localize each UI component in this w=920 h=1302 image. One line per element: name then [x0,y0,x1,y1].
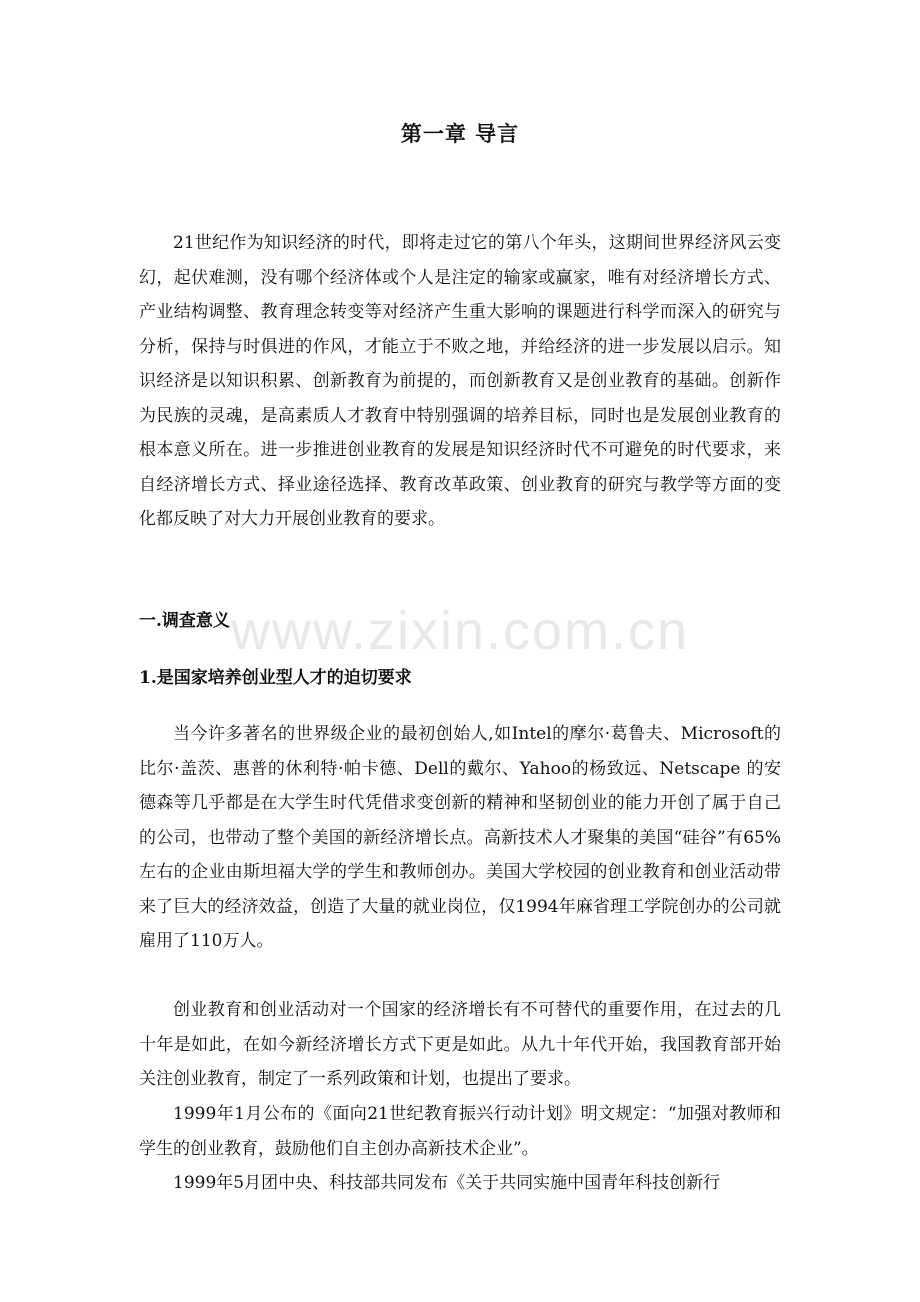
subsection-heading: 1.是国家培养创业型人才的迫切要求 [139,668,412,688]
watermark: www.zixin.com.cn [230,601,690,661]
section-heading: 一.调查意义 [139,611,230,631]
body-paragraph-1: 当今许多著名的世界级企业的最初创始人,如Intel的摩尔·葛鲁夫、Microsoft的比尔·盖茨、惠普的休利特·帕卡德、Dell的戴尔、Yahoo的杨致远、Netscape 的安德森等几乎都是在大学生时代凭借求变创新的精神和坚韧创业的能力开创了属于自己的公司，也带动了整个美国的新经济增长点。高新技术人才聚集的美国“硅谷”有65%左右的企业由斯坦福大学的学生和教师创办。美国大学校园的创业教育和创业活动带来了巨大的经济效益，创造了大量的就业岗位，仅1994年麻省理工学院创办的公司就雇用了110万人。 [139,724,781,951]
body-paragraph-2: 创业教育和创业活动对一个国家的经济增长有不可替代的重要作用，在过去的几十年是如此，在如今新经济增长方式下更是如此。从九十年代开始，我国教育部开始关注创业教育，制定了一系列政策和计划，也提出了要求。 [139,1000,781,1089]
intro-paragraph: 21世纪作为知识经济的时代，即将走过它的第八个年头，这期间世界经济风云变幻，起伏难测，没有哪个经济体或个人是注定的输家或赢家，唯有对经济增长方式、产业结构调整、教育理念转变等对经济产生重大影响的课题进行科学而深入的研究与分析，保持与时俱进的作风，才能立于不败之地，并给经济的进一步发展以启示。知识经济是以知识积累、创新教育为前提的，而创新教育又是创业教育的基础。创新作为民族的灵魂，是高素质人才教育中特别强调的培养目标，同时也是发展创业教育的根本意义所在。进一步推进创业教育的发展是知识经济时代不可避免的时代要求，来自经济增长方式、择业途径选择、教育改革政策、创业教育的研究与教学等方面的变化都反映了对大力开展创业教育的要求。 [139,233,781,529]
body-paragraph-4: 1999年5月团中央、科技部共同发布《关于共同实施中国青年科技创新行 [173,1173,721,1193]
chapter-title: 第一章 导言 [400,121,520,146]
body-paragraph-3: 1999年1月公布的《面向21世纪教育振兴行动计划》明文规定：“加强对教师和学生的创业教育，鼓励他们自主创办高新技术企业”。 [139,1104,781,1159]
